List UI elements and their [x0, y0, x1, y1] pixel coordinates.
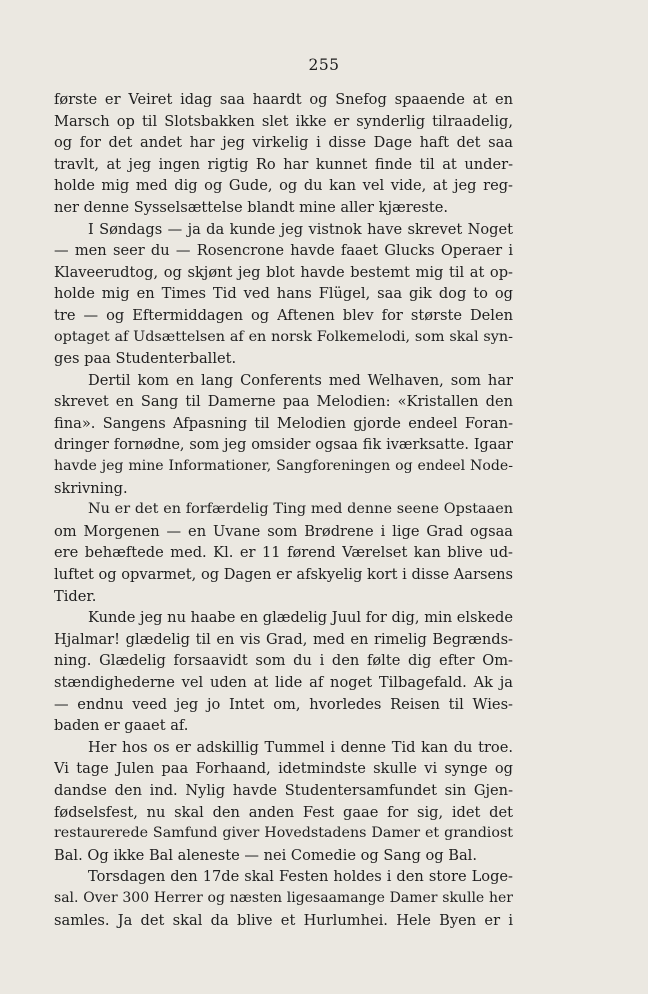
text-line: om Morgenen — en Uvane som Brødrene i lige Grad ogsaa [54, 522, 513, 540]
text-line: Vi tage Julen paa Forhaand, idetmindste skulle vi synge og [54, 760, 513, 778]
text-line: skrivning. [54, 479, 128, 497]
text-line: dringer fornødne, som jeg omsider ogsaa fik iværksatte. Igaar [54, 436, 513, 453]
text-line: stændighederne vel uden at lide af noget Tilbagefald. Ak ja [54, 674, 513, 692]
text-line: restaurerede Samfund giver Hovedstadens Damer et grandiost [54, 825, 513, 842]
text-line: ning. Glædelig forsaavidt som du i den følte dig efter Om- [54, 652, 513, 670]
text-line: luftet og opvarmet, og Dagen er afskyelig kort i disse Aarsens [54, 566, 513, 584]
text-line: ere behæftede med. Kl. er 11 førend Værelset kan blive ud- [54, 544, 513, 562]
text-line: Her hos os er adskillig Tummel i denne Tid kan du troe. [88, 738, 513, 756]
text-line: — men seer du — Rosencrone havde faaet Glucks Operaer i [54, 242, 513, 260]
text-line: baden er gaaet af. [54, 717, 189, 735]
text-line: ner denne Sysselsættelse blandt mine aller kjæreste. [54, 198, 448, 216]
text-line: Marsch op til Slotsbakken slet ikke er synderlig tilraadelig, [54, 112, 513, 130]
text-line: — endnu veed jeg jo Intet om, hvorledes Reisen til Wies- [54, 695, 513, 713]
text-line: og for det andet har jeg virkelig i disse Dage haft det saa [54, 134, 513, 152]
text-line: fina». Sangens Afpasning til Melodien gjorde endeel Foran- [54, 414, 513, 432]
text-line: dandse den ind. Nylig havde Studentersamfundet sin Gjen- [54, 782, 513, 799]
text-line: Dertil kom en lang Conferents med Welhaven, som har [88, 371, 513, 389]
text-line: Klaveerudtog, og skjønt jeg blot havde bestemt mig til at op- [54, 263, 513, 281]
body-text [54, 89, 513, 931]
text-line: Torsdagen den 17de skal Festen holdes i den store Loge- [88, 868, 513, 886]
text-line: optaget af Udsættelsen af en norsk Folkemelodi, som skal syn- [54, 328, 513, 345]
text-line: holde mig med dig og Gude, og du kan vel vide, at jeg reg- [54, 177, 513, 195]
text-line: skrevet en Sang til Damerne paa Melodien: «Kristallen den [54, 393, 513, 411]
text-line: Nu er det en forfærdelig Ting med denne seene Opstaaen [88, 501, 513, 518]
page-number: 255 [308, 56, 340, 74]
text-line: Kunde jeg nu haabe en glædelig Juul for dig, min elskede [88, 609, 513, 627]
text-line: havde jeg mine Informationer, Sangforeningen og endeel Node- [54, 458, 513, 475]
text-line: Tider. [54, 587, 97, 605]
text-line: ges paa Studenterballet. [54, 350, 237, 368]
text-line: Bal. Og ikke Bal aleneste — nei Comedie og Sang og Bal. [54, 846, 477, 864]
text-line: samles. Ja det skal da blive et Hurlumhei. Hele Byen er i [54, 911, 513, 929]
text-line: travlt, at jeg ingen rigtig Ro har kunnet finde til at under- [54, 155, 513, 173]
text-line: holde mig en Times Tid ved hans Flügel, saa gik dog to og [54, 285, 513, 303]
text-line: tre — og Eftermiddagen og Aftenen blev for største Delen [54, 306, 513, 324]
text-line: I Søndags — ja da kunde jeg vistnok have skrevet Noget [88, 220, 513, 238]
text-line: Hjalmar! glædelig til en vis Grad, med en rimelig Begrænds- [54, 630, 513, 648]
text-line: fødselsfest, nu skal den anden Fest gaae for sig, idet det [54, 803, 513, 821]
text-line: første er Veiret idag saa haardt og Snefog spaaende at en [54, 91, 513, 108]
text-line: sal. Over 300 Herrer og næsten ligesaamange Damer skulle her [54, 889, 513, 906]
